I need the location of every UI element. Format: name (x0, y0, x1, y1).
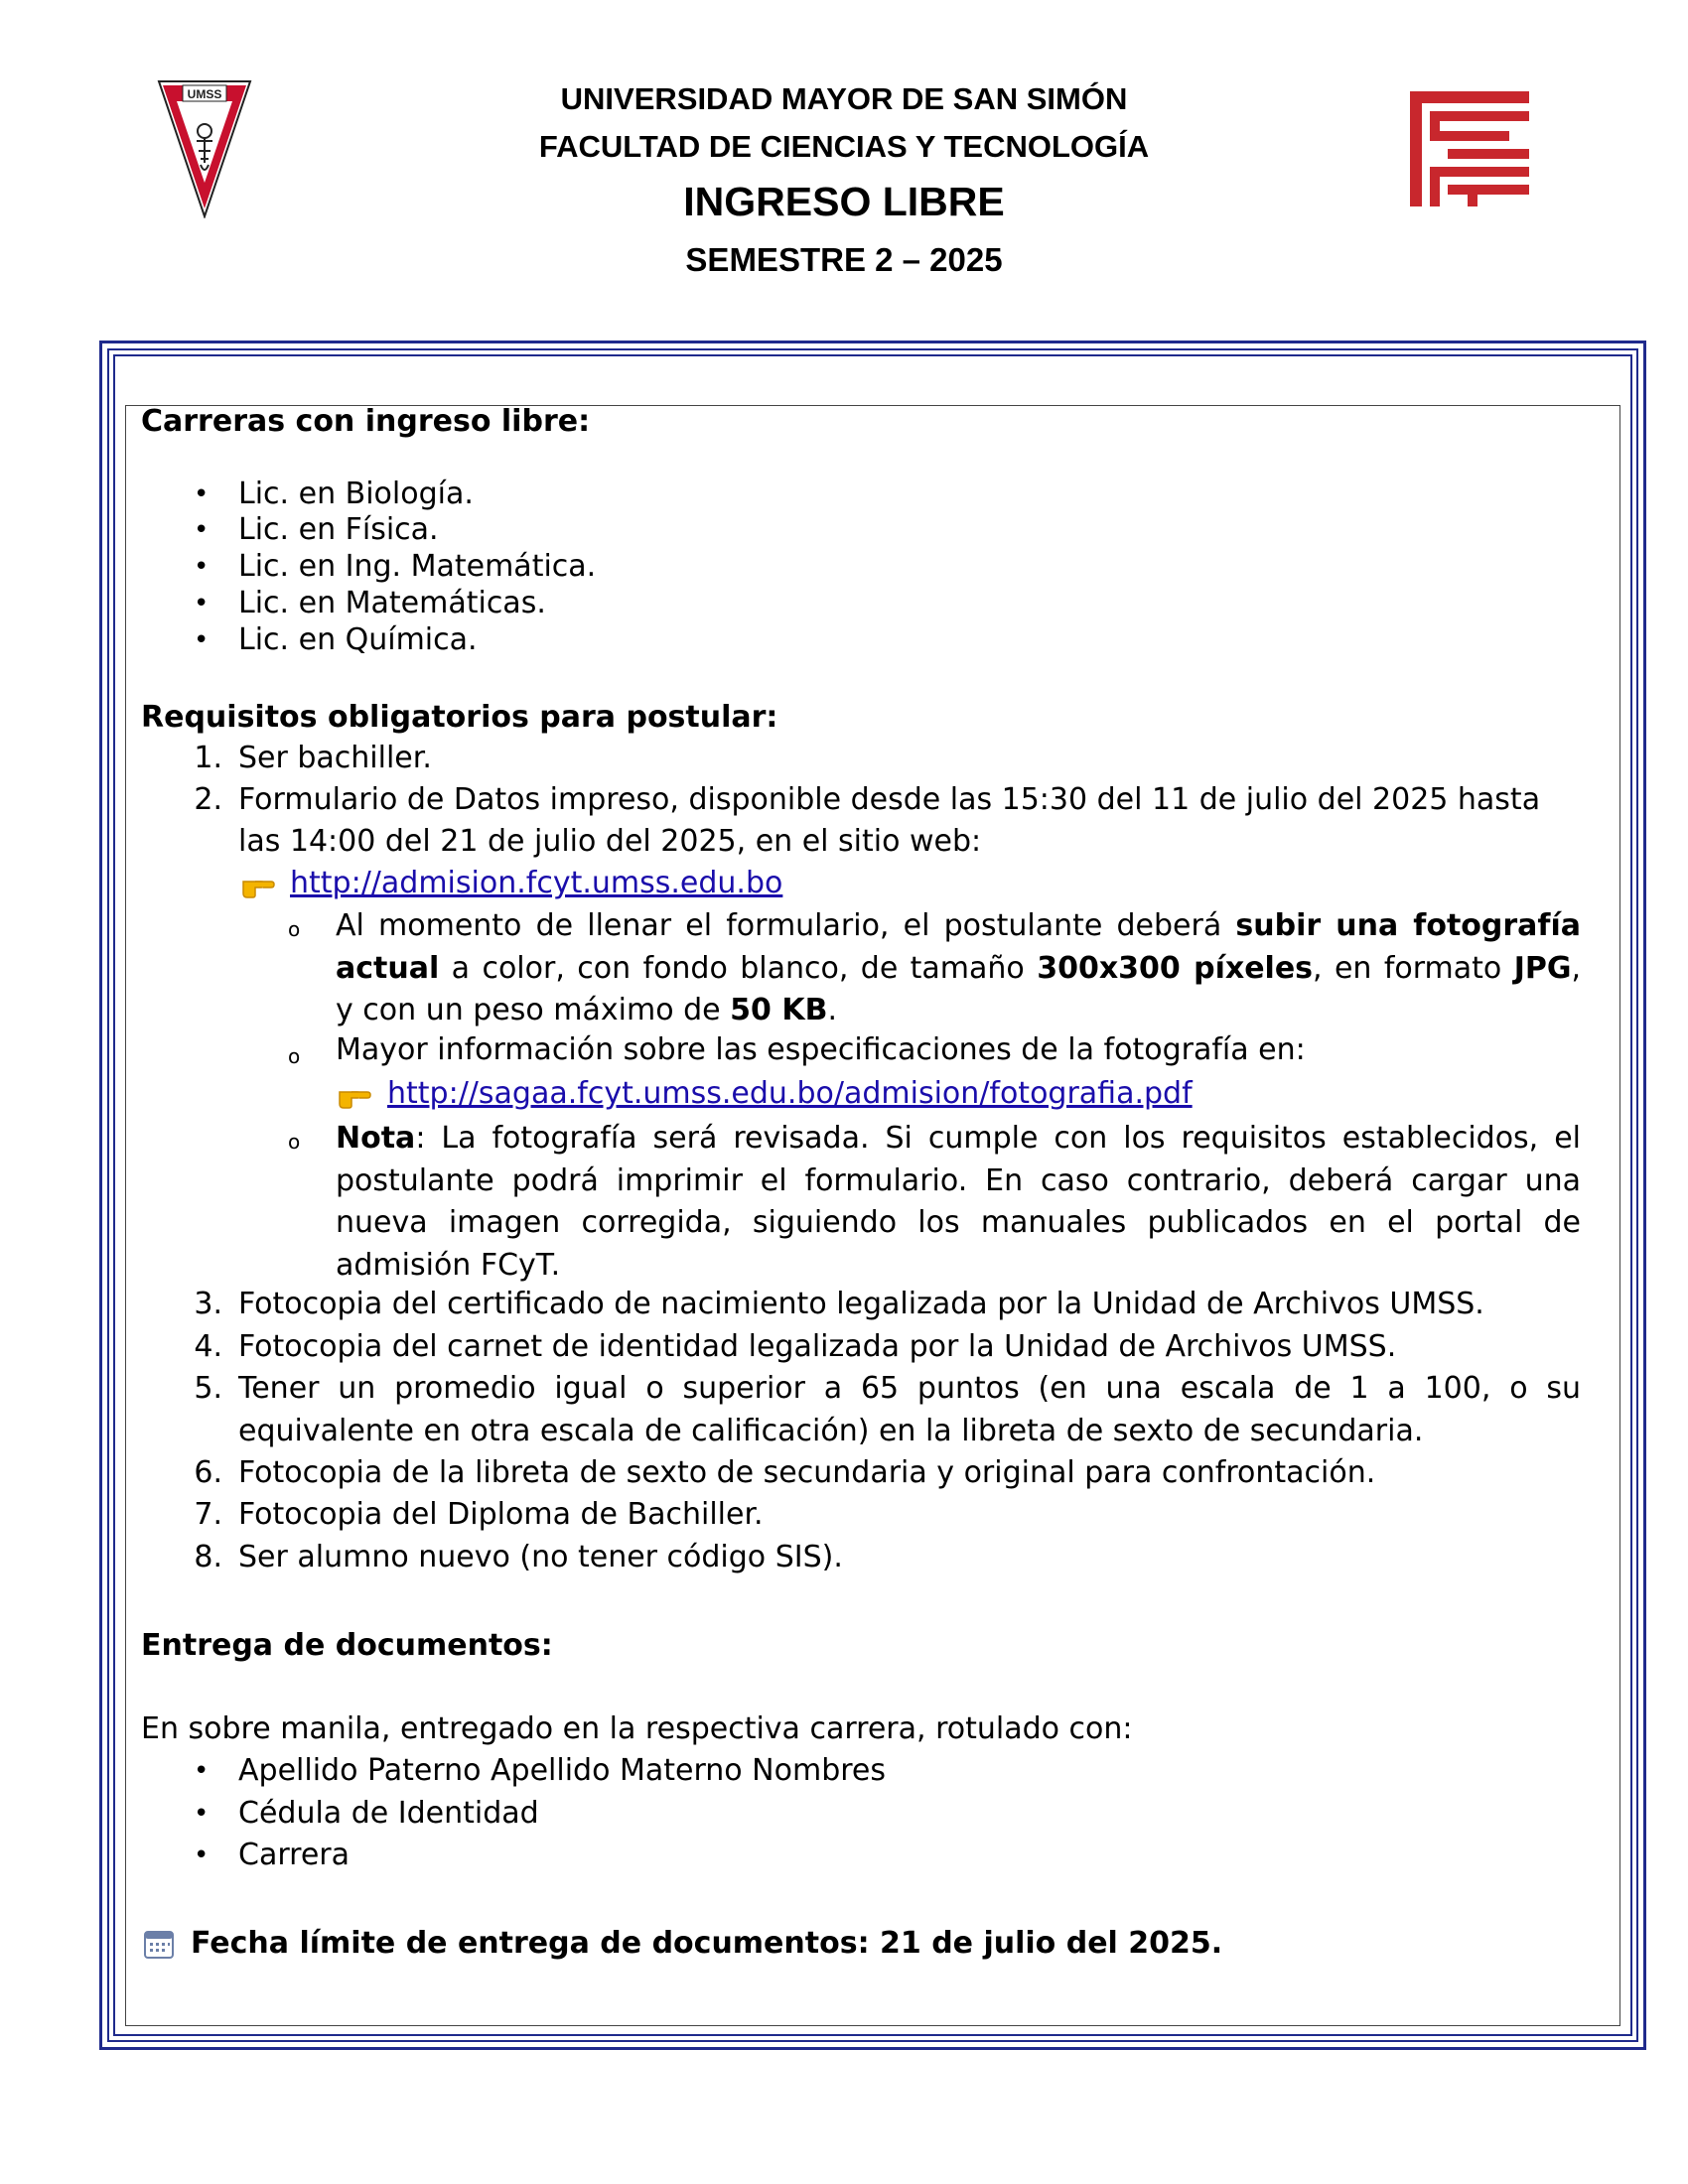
requirement-2-line2: las 14:00 del 21 de julio del 2025, en el sitio web: (238, 824, 982, 859)
careers-heading: Carreras con ingreso libre: (141, 404, 591, 439)
delivery-item: Cédula de Identidad (238, 1796, 539, 1831)
list-number: 3. (194, 1287, 222, 1321)
pointing-hand-icon (241, 870, 275, 899)
list-number: 6. (194, 1455, 222, 1490)
requirements-heading: Requisitos obligatorios para postular: (141, 700, 778, 735)
calendar-icon (143, 1928, 175, 1960)
university-name: UNIVERSIDAD MAYOR DE SAN SIMÓN (560, 81, 1128, 116)
list-number: 1. (194, 741, 222, 775)
bullet: • (194, 625, 210, 655)
requirement-7: Fotocopia del Diploma de Bachiller. (238, 1497, 764, 1532)
sub-bullet: o (288, 917, 301, 941)
requirement-3: Fotocopia del certificado de nacimiento legalizada por la Unidad de Archivos UMSS. (238, 1287, 1484, 1321)
career-item: Lic. en Matemáticas. (238, 586, 546, 620)
photo-requirement-note: Al momento de llenar el formulario, el postulante deberá subir una fotografía actual a color, con fondo blanco, de tamaño 300x300 píxeles, en formato JPG, y con un peso máximo de 50 KB. (336, 908, 1582, 1027)
photo-review-note: Nota: La fotografía será revisada. Si cumple con los requisitos establecidos, el postulante podrá imprimir el formulario. En caso contrario, deberá cargar una nueva imagen corregida, siguiendo los manuales publicados en el portal de admisión FCyT. (336, 1121, 1581, 1283)
bullet: • (194, 515, 210, 545)
pointing-hand-icon (338, 1080, 371, 1110)
delivery-item: Carrera (238, 1838, 350, 1872)
photo-spec-link[interactable]: http://sagaa.fcyt.umss.edu.bo/admision/fotografia.pdf (387, 1076, 1193, 1111)
requirement-1: Ser bachiller. (238, 741, 432, 775)
list-number: 4. (194, 1329, 222, 1364)
career-item: Lic. en Física. (238, 512, 439, 547)
bullet: • (194, 1799, 210, 1829)
requirement-6: Fotocopia de la libreta de sexto de secundaria y original para confrontación. (238, 1455, 1376, 1490)
bullet: • (194, 589, 210, 618)
requirement-4: Fotocopia del carnet de identidad legalizada por la Unidad de Archivos UMSS. (238, 1329, 1397, 1364)
list-number: 7. (194, 1497, 222, 1532)
photo-more-info: Mayor información sobre las especificaciones de la fotografía en: (336, 1032, 1306, 1067)
semester-label: SEMESTRE 2 – 2025 (685, 241, 1003, 278)
career-item: Lic. en Química. (238, 622, 478, 657)
bullet: • (194, 479, 210, 509)
page-title: INGRESO LIBRE (683, 179, 1005, 224)
requirement-8: Ser alumno nuevo (no tener código SIS). (238, 1540, 843, 1574)
delivery-item: Apellido Paterno Apellido Materno Nombres (238, 1753, 887, 1788)
requirement-5: Tener un promedio igual o superior a 65 puntos (en una escala de 1 a 100, o su equivalente en otra escala de calificación) en la libreta de sexto de secundaria. (238, 1371, 1581, 1448)
list-number: 2. (194, 782, 222, 817)
faculty-name: FACULTAD DE CIENCIAS Y TECNOLOGÍA (538, 129, 1150, 164)
sub-bullet: o (288, 1044, 301, 1068)
bullet: • (194, 1756, 210, 1786)
admission-link[interactable]: http://admision.fcyt.umss.edu.bo (290, 866, 783, 900)
career-item: Lic. en Ing. Matemática. (238, 549, 597, 584)
sub-bullet: o (288, 1130, 301, 1154)
delivery-intro: En sobre manila, entregado en la respectiva carrera, rotulado con: (141, 1711, 1133, 1746)
list-number: 5. (194, 1371, 222, 1406)
delivery-deadline: Fecha límite de entrega de documentos: 21 de julio del 2025. (191, 1926, 1223, 1961)
logo-umss-text: UMSS (187, 87, 222, 101)
list-number: 8. (194, 1540, 222, 1574)
bullet: • (194, 1841, 210, 1870)
delivery-heading: Entrega de documentos: (141, 1628, 553, 1663)
career-item: Lic. en Biología. (238, 477, 474, 511)
bullet: • (194, 552, 210, 582)
requirement-2-line1: Formulario de Datos impreso, disponible desde las 15:30 del 11 de julio del 2025 hasta (238, 782, 1541, 817)
